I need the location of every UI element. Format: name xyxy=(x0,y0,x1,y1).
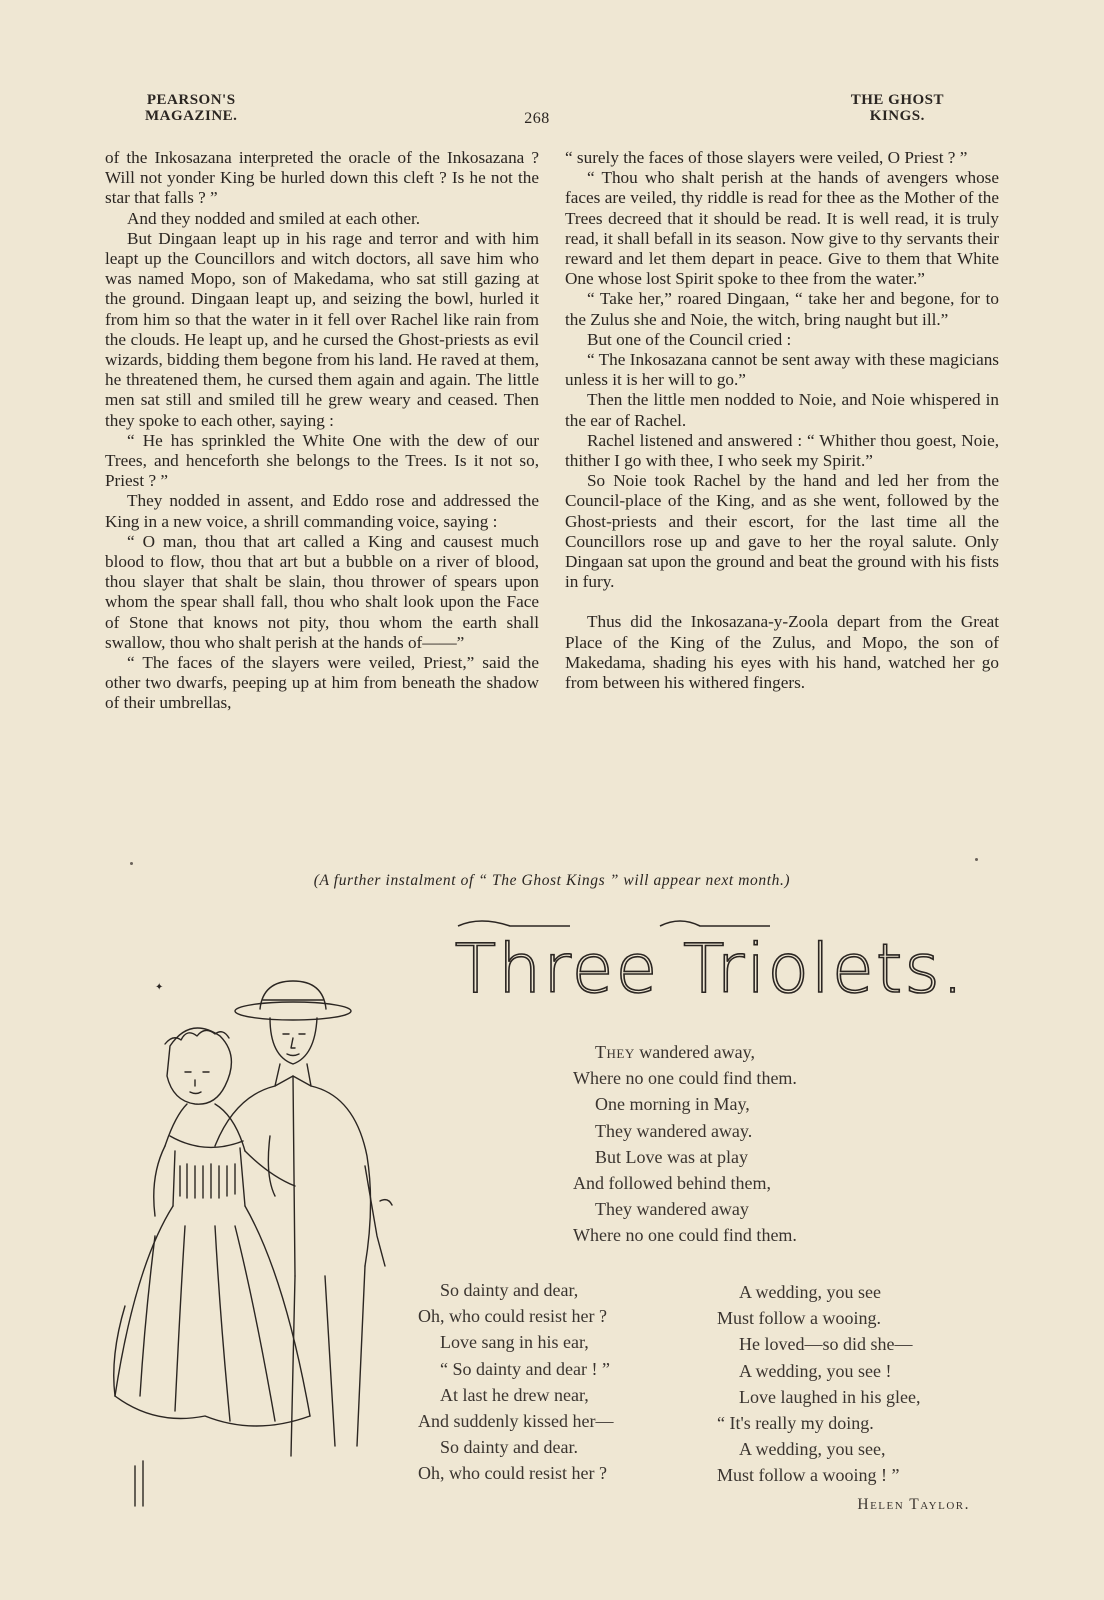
poem-line: At last he drew near, xyxy=(440,1384,589,1405)
paragraph: Rachel listened and answered : “ Whither thou goest, Noie, thither I go with thee, I who seek my Spirit.” xyxy=(565,430,999,471)
poem-line: Love sang in his ear, xyxy=(440,1332,589,1353)
poem-line: So dainty and dear. xyxy=(440,1437,578,1458)
paragraph: “ surely the faces of those slayers were veiled, O Priest ? ” xyxy=(565,148,968,167)
poem-line: Oh, who could resist her ? xyxy=(418,1306,607,1327)
poem-line: “ It's really my doing. xyxy=(717,1413,874,1434)
paragraph: of the Inkosazana interpreted the oracle of the Inkosazana ? Will not yonder King be hurled down this cleft ? Is he not the star that falls ? ” xyxy=(105,148,539,208)
poem-line: They wandered away xyxy=(595,1199,749,1220)
poem-line: Must follow a wooing. xyxy=(717,1308,881,1329)
right-column xyxy=(565,148,999,693)
paragraph: Then the little men nodded to Noie, and Noie whispered in the ear of Rachel. xyxy=(565,390,999,430)
paragraph: They nodded in assent, and Eddo rose and addressed the King in a new voice, a shrill commanding voice, saying : xyxy=(105,491,539,531)
poem-title-text: Three Triolets. xyxy=(454,930,966,1009)
poem-line: Love laughed in his glee, xyxy=(739,1386,921,1407)
paragraph: But Dingaan leapt up in his rage and terror and with him leapt up the Councillors and witch doctors, all save him who was named Mopo, son of Makedama, who sat still gazing at the ground. Dingaan leapt up, and seizing the bowl, hurled it from him so that the water in it fell over Rachel like rain from the clouds. He leapt up, and he cursed the Ghost-priests as evil wizards, bidding them begone from his land. He raved at them, he threatened them, he cursed them again and again. The little men sat still and smiled till he grew weary and ceased. Then they spoke to each other, saying : xyxy=(105,228,539,430)
poem-line: But Love was at play xyxy=(595,1146,748,1167)
poem-line: They wandered away. xyxy=(595,1120,753,1141)
poem-line: So dainty and dear, xyxy=(440,1280,579,1300)
poem-line: He loved—so did she— xyxy=(739,1334,913,1355)
magazine-name: PEARSON'S MAGAZINE. xyxy=(145,92,238,124)
poem-line: One morning in May, xyxy=(595,1094,750,1115)
story-title: THE GHOST KINGS. xyxy=(850,92,944,124)
poem-author: Helen Taylor. xyxy=(857,1496,970,1513)
stray-dot xyxy=(975,858,978,861)
poem-line: Where no one could find them. xyxy=(573,1068,797,1089)
continuation-note: (A further instalment of “ The Ghost Kings ” will appear next month.) xyxy=(313,872,791,889)
page-number: 268 xyxy=(524,110,550,127)
poem-line: They wandered away, xyxy=(595,1042,755,1062)
poem-stanza-1 xyxy=(573,1039,797,1249)
paragraph: “ He has sprinkled the White One with the dew of our Trees, and henceforth she belongs to the Trees. Is it not so, Priest ? ” xyxy=(105,430,539,491)
paragraph: “ The faces of the slayers were veiled, Priest,” said the other two dwarfs, peeping up at him from beneath the shadow of their umbrellas, xyxy=(105,653,539,713)
poem-line: Oh, who could resist her ? xyxy=(418,1463,607,1484)
poem-line: A wedding, you see xyxy=(739,1282,881,1302)
title-flourish-left xyxy=(458,921,570,926)
left-column xyxy=(105,148,539,714)
poem-line: A wedding, you see, xyxy=(739,1439,886,1460)
paragraph: “ O man, thou that art called a King and causest much blood to flow, thou that art but a bubble on a river of blood, thou slayer that shalt be slain, thou thrower of spears upon whom the spear shall fall, thou who shalt look upon the Face of Stone that knows not pity, thou whom the earth shall swallow, thou who shalt perish at the hands of——” xyxy=(105,531,539,652)
poem-line: And suddenly kissed her— xyxy=(418,1411,614,1432)
paragraph: And they nodded and smiled at each other. xyxy=(127,208,421,228)
stray-dot xyxy=(130,862,133,865)
poem-stanza-2 xyxy=(418,1277,613,1487)
poem-line: Must follow a wooing ! ” xyxy=(717,1465,900,1486)
poem-line: Where no one could find them. xyxy=(573,1225,797,1246)
paragraph: “ The Inkosazana cannot be sent away with these magicians unless it is her will to go.” xyxy=(565,350,999,390)
paragraph: “ Take her,” roared Dingaan, “ take her and begone, for to the Zulus she and Noie, the witch, bring naught but ill.” xyxy=(565,289,999,329)
paragraph: Thus did the Inkosazana-y-Zoola depart from the Great Place of the King of the Zulus, and Mopo, the son of Makedama, shading his eyes with his hand, watched her go from between his withered fingers. xyxy=(565,612,999,693)
poem-title xyxy=(450,918,970,1018)
decorative-mark: ✦ xyxy=(155,982,164,993)
poem-line: A wedding, you see ! xyxy=(739,1360,892,1381)
paragraph: But one of the Council cried : xyxy=(587,329,792,349)
poem-line: And followed behind them, xyxy=(573,1173,771,1194)
poem-line: “ So dainty and dear ! ” xyxy=(440,1358,610,1379)
title-flourish-right xyxy=(660,921,770,926)
couple-illustration xyxy=(95,976,405,1521)
paragraph: “ Thou who shalt perish at the hands of avengers whose faces are veiled, thy riddle is read for thee as the Mother of the Trees decreed that it should be read. It is well read, it is truly read, it shall befall in its season. Now give to thy servants their reward and let them depart in peace. Give to them that White One whose lost Spirit spoke to thee from the water.” xyxy=(565,168,999,289)
running-head xyxy=(105,92,969,128)
poem-stanza-3 xyxy=(717,1279,920,1489)
paragraph: So Noie took Rachel by the hand and led her from the Council-place of the King, and as she went, followed by the Ghost-priests and their escort, for the last time all the Councillors rose up and gave to her the royal salute. Only Dingaan sat upon the ground and beat the ground with his fists in fury. xyxy=(565,471,999,592)
